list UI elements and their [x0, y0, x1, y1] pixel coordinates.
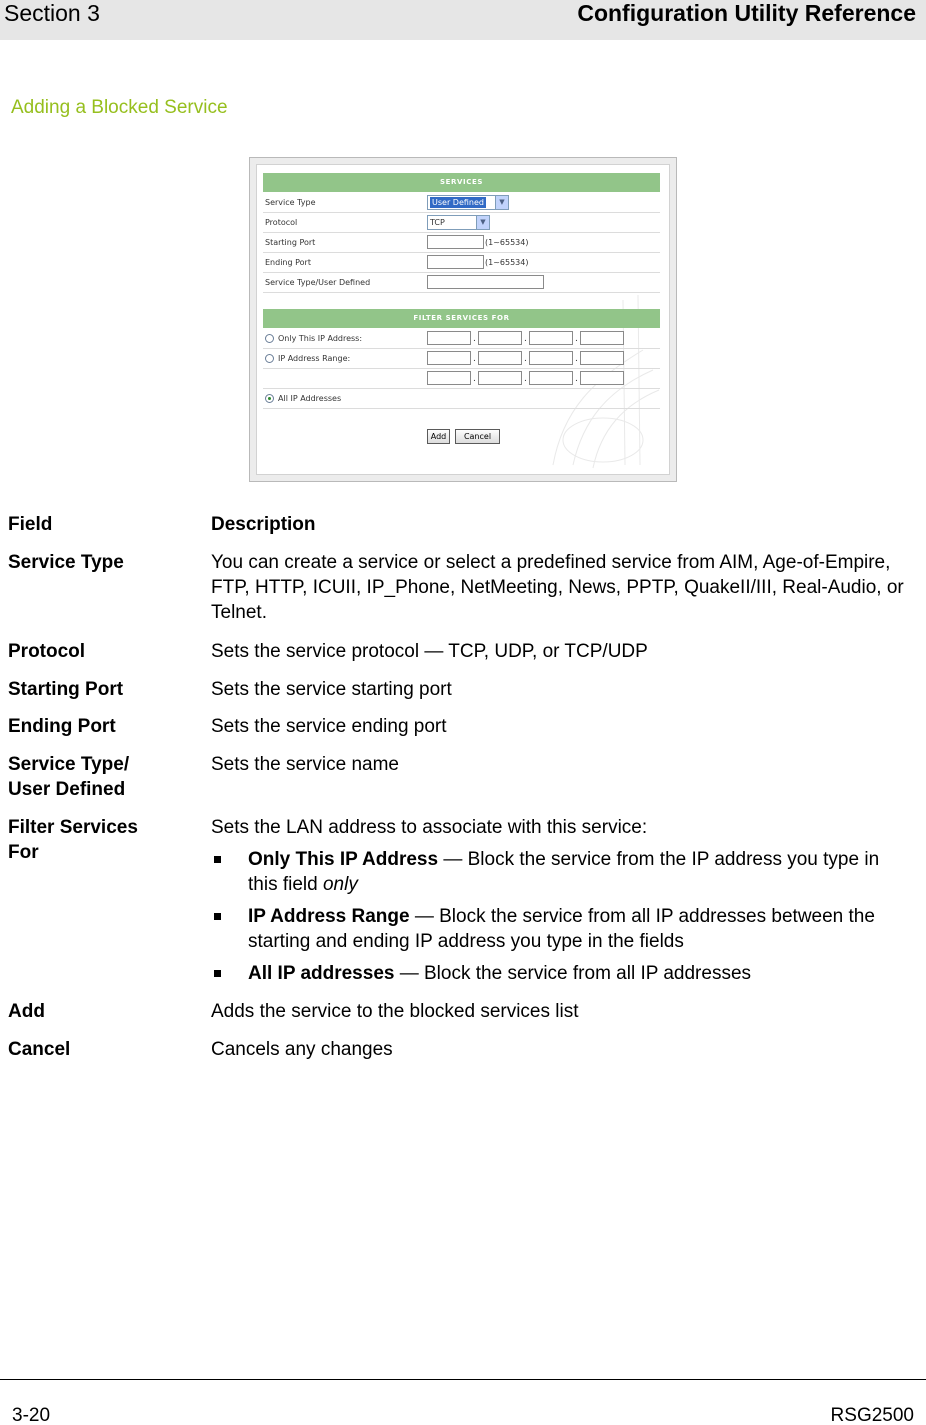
ip-dot: . — [473, 354, 476, 364]
ip-octet-input[interactable] — [580, 331, 624, 345]
field-add: Add — [8, 1001, 45, 1022]
bullet-all-ip — [211, 961, 911, 986]
ip-range-start-row — [263, 349, 660, 369]
protocol-select[interactable] — [427, 215, 490, 230]
desc-service-type: You can create a service or select a predefined service from AIM, Age-of-Empire, FTP, HTTP, ICUII, IP_Phone, NetMeeting, News, PPTP, QuakeII/III, Real-Audio, or Telnet. — [211, 552, 904, 623]
services-panel — [256, 164, 670, 475]
all-ip-row — [263, 389, 660, 409]
section-label: Section 3 — [4, 0, 100, 26]
all-ip-label: All IP Addresses — [278, 394, 342, 403]
service-name-label: Service Type/User Defined — [265, 278, 371, 287]
subheading: Adding a Blocked Service — [11, 97, 228, 118]
ip-octet-input[interactable] — [427, 351, 471, 365]
field-service-type: Service Type — [8, 552, 124, 573]
bullet-square-icon — [214, 913, 221, 920]
ip-octet-input[interactable] — [529, 331, 573, 345]
only-ip-row — [263, 329, 660, 349]
field-service-name: Service Type/ User Defined — [8, 754, 130, 800]
screenshot-frame — [249, 157, 677, 482]
filter-services-bar: FILTER SERVICES FOR — [263, 309, 660, 328]
ip-dot: . — [575, 374, 578, 384]
ip-octet-input[interactable] — [529, 371, 573, 385]
field-filter-services: Filter Services For — [8, 817, 138, 863]
ip-octet-input[interactable] — [427, 371, 471, 385]
desc-filter-services: Sets the LAN address to associate with this service: — [211, 817, 648, 838]
service-type-select[interactable] — [427, 195, 509, 210]
ending-port-input[interactable] — [427, 255, 484, 269]
description-column-header: Description — [211, 514, 316, 535]
protocol-value: TCP — [430, 218, 445, 227]
page-number: 3-20 — [12, 1405, 51, 1425]
ip-dot: . — [524, 354, 527, 364]
ip-octet-input[interactable] — [427, 331, 471, 345]
cancel-button[interactable]: Cancel — [455, 429, 500, 444]
chevron-down-icon: ▼ — [476, 216, 489, 229]
desc-add: Adds the service to the blocked services list — [211, 1001, 579, 1022]
only-ip-radio[interactable] — [265, 334, 274, 343]
starting-port-hint: (1~65534) — [485, 238, 529, 247]
protocol-row — [263, 213, 660, 233]
ending-port-hint: (1~65534) — [485, 258, 529, 267]
service-type-label: Service Type — [265, 198, 316, 207]
ip-dot: . — [575, 334, 578, 344]
footer-divider — [0, 1379, 926, 1380]
field-ending-port: Ending Port — [8, 716, 116, 737]
bullet-only-ip — [211, 847, 911, 897]
services-bar: SERVICES — [263, 173, 660, 192]
ip-octet-input[interactable] — [478, 371, 522, 385]
ip-dot: . — [575, 354, 578, 364]
bullet-square-icon — [214, 970, 221, 977]
bullet-term: All IP addresses — [248, 963, 395, 984]
starting-port-row — [263, 233, 660, 253]
product-name: RSG2500 — [830, 1405, 914, 1425]
bullet-term: IP Address Range — [248, 906, 410, 927]
desc-service-name: Sets the service name — [211, 754, 399, 775]
service-type-row — [263, 193, 660, 213]
field-protocol: Protocol — [8, 641, 86, 662]
bullet-emphasis: only — [322, 874, 358, 895]
ip-octet-input[interactable] — [580, 351, 624, 365]
ending-port-label: Ending Port — [265, 258, 311, 267]
ip-octet-input[interactable] — [580, 371, 624, 385]
ip-octet-input[interactable] — [478, 331, 522, 345]
desc-ending-port: Sets the service ending port — [211, 716, 447, 737]
only-ip-label: Only This IP Address: — [278, 334, 363, 343]
bullet-text: — Block the service from all IP addresses between the starting and ending IP address you type in the fields — [248, 906, 875, 952]
ip-dot: . — [473, 374, 476, 384]
desc-protocol: Sets the service protocol — TCP, UDP, or TCP/UDP — [211, 641, 648, 662]
ip-range-end-row — [263, 369, 660, 389]
ip-dot: . — [524, 334, 527, 344]
field-starting-port: Starting Port — [8, 679, 124, 700]
protocol-label: Protocol — [265, 218, 298, 227]
ending-port-row — [263, 253, 660, 273]
field-column-header: Field — [8, 514, 53, 535]
chapter-title: Configuration Utility Reference — [577, 0, 916, 26]
bullet-square-icon — [214, 856, 221, 863]
add-button[interactable]: Add — [427, 429, 450, 444]
starting-port-input[interactable] — [427, 235, 484, 249]
service-name-input[interactable] — [427, 275, 544, 289]
ip-dot: . — [473, 334, 476, 344]
page-header — [0, 0, 926, 40]
starting-port-label: Starting Port — [265, 238, 316, 247]
bullet-text: — Block the service from all IP addresses — [394, 963, 752, 984]
all-ip-radio[interactable] — [265, 394, 274, 403]
bullet-term: Only This IP Address — [248, 849, 439, 870]
bullet-text: — Block the service from the IP address you type in this field — [248, 849, 880, 895]
service-name-row — [263, 273, 660, 293]
ip-range-radio[interactable] — [265, 354, 274, 363]
ip-range-label: IP Address Range: — [278, 354, 351, 363]
service-type-value: User Defined — [432, 198, 484, 207]
desc-starting-port: Sets the service starting port — [211, 679, 452, 700]
desc-cancel: Cancels any changes — [211, 1039, 393, 1060]
bullet-ip-range — [211, 904, 911, 954]
ip-octet-input[interactable] — [529, 351, 573, 365]
field-cancel: Cancel — [8, 1039, 71, 1060]
ip-dot: . — [524, 374, 527, 384]
ip-octet-input[interactable] — [478, 351, 522, 365]
chevron-down-icon: ▼ — [495, 196, 508, 209]
